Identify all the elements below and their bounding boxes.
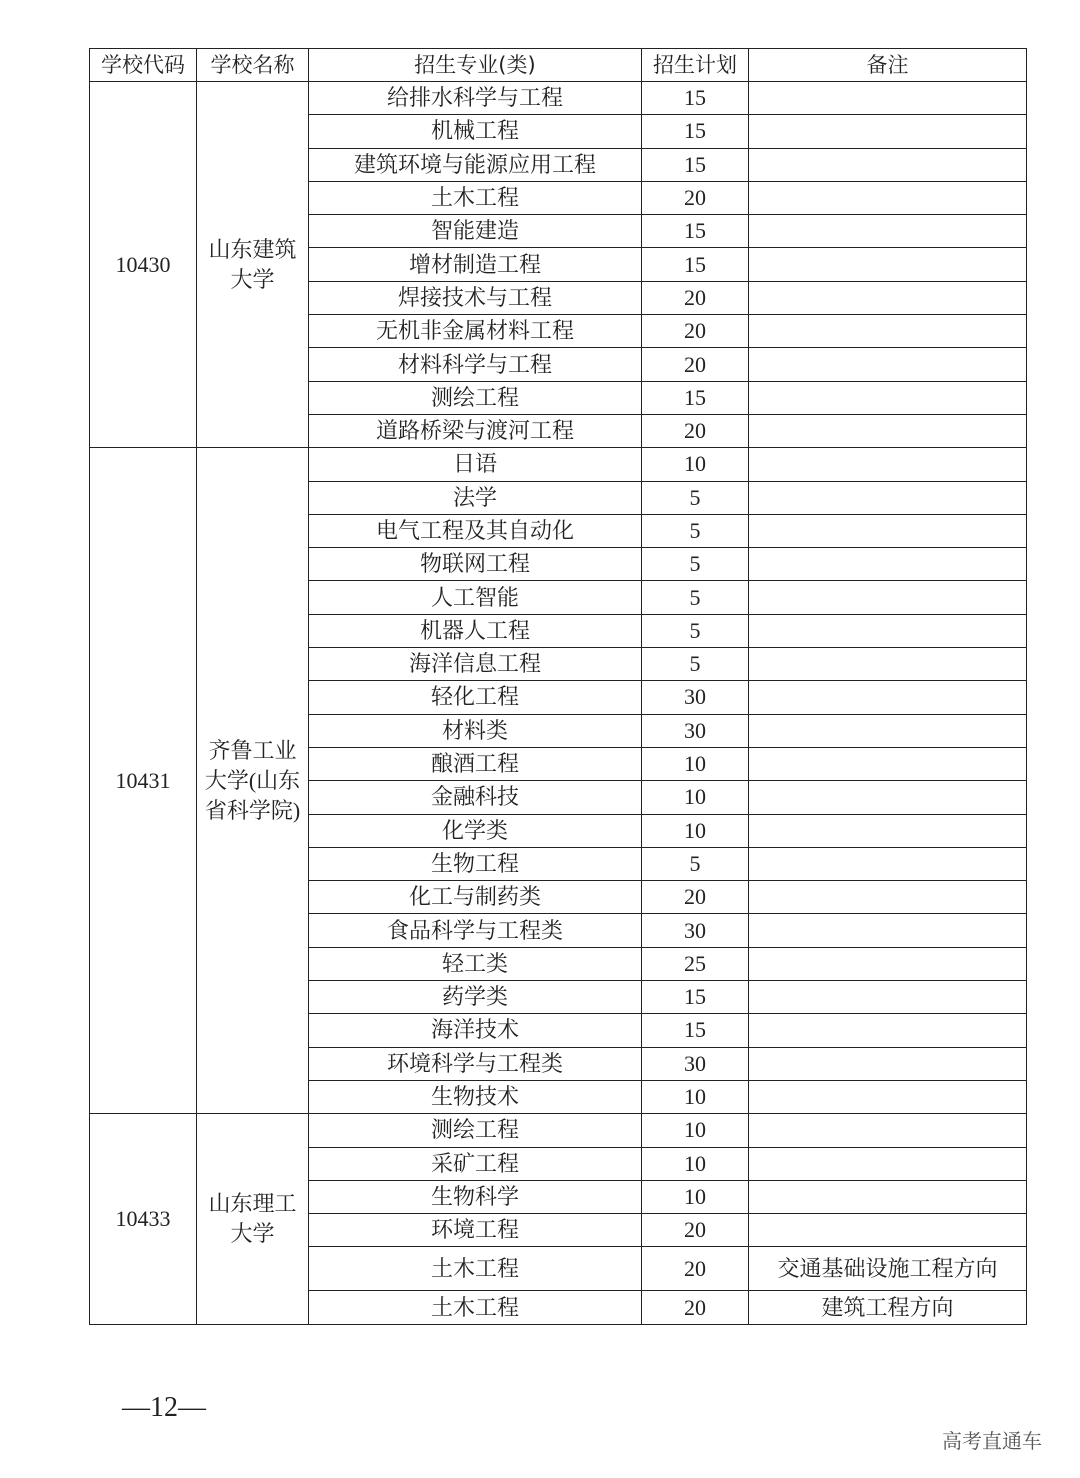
plan-cell: 10: [642, 1147, 749, 1180]
page-number: —12—: [122, 1392, 206, 1423]
header-school-code: 学校代码: [90, 49, 197, 82]
note-cell: [749, 215, 1027, 248]
major-cell: 道路桥梁与渡河工程: [309, 414, 642, 447]
plan-cell: 20: [642, 281, 749, 314]
major-cell: 物联网工程: [309, 548, 642, 581]
major-cell: 材料科学与工程: [309, 348, 642, 381]
note-cell: [749, 548, 1027, 581]
major-cell: 智能建造: [309, 215, 642, 248]
plan-cell: 15: [642, 148, 749, 181]
major-cell: 法学: [309, 481, 642, 514]
note-cell: [749, 1047, 1027, 1080]
plan-cell: 10: [642, 781, 749, 814]
table-header-row: [90, 49, 1027, 82]
major-cell: 采矿工程: [309, 1147, 642, 1180]
major-cell: 电气工程及其自动化: [309, 514, 642, 547]
major-cell: 材料类: [309, 714, 642, 747]
note-cell: [749, 448, 1027, 481]
plan-cell: 5: [642, 648, 749, 681]
enrollment-table: [89, 48, 1027, 1325]
note-cell: [749, 781, 1027, 814]
plan-cell: 5: [642, 514, 749, 547]
plan-cell: 20: [642, 881, 749, 914]
school-code: 10433: [90, 1114, 197, 1324]
plan-cell: 15: [642, 115, 749, 148]
plan-cell: 20: [642, 414, 749, 447]
note-cell: [749, 814, 1027, 847]
major-cell: 轻化工程: [309, 681, 642, 714]
major-cell: 测绘工程: [309, 1114, 642, 1147]
major-cell: 机械工程: [309, 115, 642, 148]
major-cell: 焊接技术与工程: [309, 281, 642, 314]
note-cell: [749, 514, 1027, 547]
plan-cell: 20: [642, 181, 749, 214]
plan-cell: 20: [642, 315, 749, 348]
plan-cell: 20: [642, 348, 749, 381]
note-cell: [749, 248, 1027, 281]
school-code: 10430: [90, 82, 197, 448]
plan-cell: 5: [642, 548, 749, 581]
major-cell: 土木工程: [309, 1247, 642, 1291]
major-cell: 环境科学与工程类: [309, 1047, 642, 1080]
plan-cell: 5: [642, 847, 749, 880]
note-cell: [749, 914, 1027, 947]
note-cell: [749, 581, 1027, 614]
note-cell: [749, 414, 1027, 447]
major-cell: 金融科技: [309, 781, 642, 814]
plan-cell: 10: [642, 1114, 749, 1147]
note-cell: [749, 1014, 1027, 1047]
note-cell: [749, 747, 1027, 780]
plan-cell: 30: [642, 681, 749, 714]
major-cell: 土木工程: [309, 181, 642, 214]
plan-cell: 15: [642, 215, 749, 248]
major-cell: 酿酒工程: [309, 747, 642, 780]
plan-cell: 20: [642, 1247, 749, 1291]
major-cell: 人工智能: [309, 581, 642, 614]
note-cell: [749, 1180, 1027, 1213]
plan-cell: 10: [642, 1080, 749, 1113]
note-cell: 建筑工程方向: [749, 1291, 1027, 1324]
header-school-name: 学校名称: [197, 49, 309, 82]
note-cell: [749, 1214, 1027, 1247]
plan-cell: 25: [642, 947, 749, 980]
note-cell: 交通基础设施工程方向: [749, 1247, 1027, 1291]
major-cell: 化学类: [309, 814, 642, 847]
plan-cell: 30: [642, 1047, 749, 1080]
note-cell: [749, 1114, 1027, 1147]
plan-cell: 10: [642, 747, 749, 780]
plan-cell: 10: [642, 814, 749, 847]
watermark: 高考直通车: [942, 1429, 1042, 1453]
header-major: 招生专业(类): [309, 49, 642, 82]
major-cell: 海洋信息工程: [309, 648, 642, 681]
plan-cell: 15: [642, 381, 749, 414]
note-cell: [749, 181, 1027, 214]
plan-cell: 5: [642, 614, 749, 647]
plan-cell: 15: [642, 82, 749, 115]
note-cell: [749, 1147, 1027, 1180]
plan-cell: 5: [642, 581, 749, 614]
plan-cell: 10: [642, 448, 749, 481]
note-cell: [749, 614, 1027, 647]
major-cell: 生物技术: [309, 1080, 642, 1113]
major-cell: 生物科学: [309, 1180, 642, 1213]
note-cell: [749, 714, 1027, 747]
note-cell: [749, 148, 1027, 181]
header-note: 备注: [749, 49, 1027, 82]
major-cell: 给排水科学与工程: [309, 82, 642, 115]
major-cell: 建筑环境与能源应用工程: [309, 148, 642, 181]
plan-cell: 15: [642, 981, 749, 1014]
plan-cell: 20: [642, 1291, 749, 1324]
note-cell: [749, 681, 1027, 714]
note-cell: [749, 115, 1027, 148]
note-cell: [749, 381, 1027, 414]
major-cell: 机器人工程: [309, 614, 642, 647]
major-cell: 生物工程: [309, 847, 642, 880]
table-row: [90, 448, 1027, 481]
note-cell: [749, 348, 1027, 381]
note-cell: [749, 82, 1027, 115]
plan-cell: 15: [642, 248, 749, 281]
plan-cell: 20: [642, 1214, 749, 1247]
major-cell: 测绘工程: [309, 381, 642, 414]
plan-cell: 15: [642, 1014, 749, 1047]
plan-cell: 30: [642, 714, 749, 747]
note-cell: [749, 1080, 1027, 1113]
school-code: 10431: [90, 448, 197, 1114]
school-name: 齐鲁工业大学(山东省科学院): [197, 448, 309, 1114]
major-cell: 海洋技术: [309, 1014, 642, 1047]
note-cell: [749, 947, 1027, 980]
plan-cell: 30: [642, 914, 749, 947]
table-body: [90, 82, 1027, 1325]
major-cell: 无机非金属材料工程: [309, 315, 642, 348]
major-cell: 轻工类: [309, 947, 642, 980]
note-cell: [749, 315, 1027, 348]
major-cell: 环境工程: [309, 1214, 642, 1247]
major-cell: 食品科学与工程类: [309, 914, 642, 947]
note-cell: [749, 847, 1027, 880]
plan-cell: 5: [642, 481, 749, 514]
major-cell: 增材制造工程: [309, 248, 642, 281]
table-row: [90, 1114, 1027, 1147]
major-cell: 化工与制药类: [309, 881, 642, 914]
school-name: 山东建筑大学: [197, 82, 309, 448]
major-cell: 药学类: [309, 981, 642, 1014]
note-cell: [749, 281, 1027, 314]
major-cell: 日语: [309, 448, 642, 481]
major-cell: 土木工程: [309, 1291, 642, 1324]
note-cell: [749, 881, 1027, 914]
note-cell: [749, 481, 1027, 514]
note-cell: [749, 981, 1027, 1014]
table-row: [90, 82, 1027, 115]
plan-cell: 10: [642, 1180, 749, 1213]
note-cell: [749, 648, 1027, 681]
header-plan: 招生计划: [642, 49, 749, 82]
school-name: 山东理工大学: [197, 1114, 309, 1324]
